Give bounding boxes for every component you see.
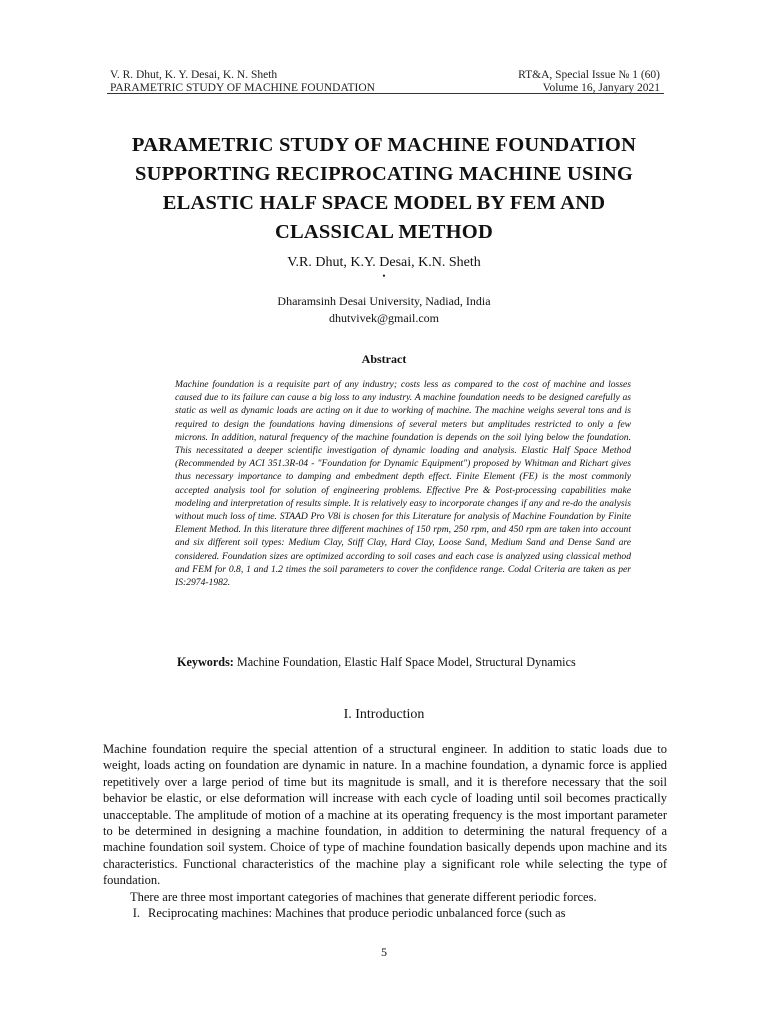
affiliation-block — [0, 293, 768, 327]
list-item-text: Reciprocating machines: Machines that produce periodic unbalanced force (such as — [148, 906, 566, 921]
affiliation: Dharamsinh Desai University, Nadiad, India — [277, 294, 491, 308]
keywords-label: Keywords: — [177, 655, 234, 669]
list-item-number: I. — [132, 906, 140, 921]
author-separator-bullet: • — [382, 271, 386, 281]
abstract-heading: Abstract — [361, 352, 407, 366]
title-line: SUPPORTING RECIPROCATING MACHINE USING — [135, 163, 633, 185]
paragraph: Machine foundation require the special attention of a structural engineer. In addition to static loads due to weight, loads acting on foundation are dynamic in nature. In a machine foundation, a dynamic force is applied repetitively over a large period of time but its magnitude is small, and it is therefore necessary that the soil behavior be elastic, or else deformation will increase with each cycle of loading until soil becomes practically unacceptable. The amplitude of motion of a machine at its operating frequency is the most important parameter to be determined in designing a machine foundation, in addition to determining the natural frequency of a machine foundation soil system. Choice of type of machine foundation basically depends upon machine and its characteristics. Functional characteristics of the machine play a significant role while selecting the type of foundation. — [103, 742, 667, 888]
running-header-title: PARAMETRIC STUDY OF MACHINE FOUNDATION — [110, 82, 375, 94]
abstract-text: Machine foundation is a requisite part of any industry; costs less as compared to the cost of machine and losses caused due to its failure can cause a big loss to any industry. A machine foundation needs to be designed carefully as static as well as dynamic loads are acting on it due to working of machine. The machine weighs several tons and is required to design the foundations having dimensions of several meters but amplitudes restricted to only a few microns. In addition, natural frequency of the machine foundation is depends on the soil lying below the foundation. This necessitated a deeper scientific investigation of dynamic loading and analysis. Elastic Half Space Method (Recommended by ACI 351.3R-04 - "Foundation for Dynamic Equipment") proposed by Whitman and Richart gives thus necessary importance to damping and embedment depth effect. Finite Element (FE) is the most commonly accepted analysis tool for solution of engineering problems. Effective Pre & Post-processing capabilities make modeling and interpretation of results simple. It is relatively easy to incorporate changes if any and re-do the analysis without much loss of time. STAAD Pro V8i is chosen for this Literature for analysis of Machine Foundation by Finite Element Method. In this literature three different machines of 150 rpm, 250 rpm, and 450 rpm are taken into account and six different soil types: Medium Clay, Stiff Clay, Hard Clay, Loose Sand, Medium Sand and Dense Sand are considered. Foundation sizes are optimized according to soil cases and each case is analyzed using classical method and FEM for 0.8, 1 and 1.2 times the soil parameters to cover the confidence range. Codal Criteria are taken as per IS:2974-1982. — [175, 379, 631, 589]
title-line: ELASTIC HALF SPACE MODEL BY FEM AND — [162, 192, 606, 214]
header-rule — [107, 93, 664, 94]
keywords — [177, 655, 768, 670]
title-line: CLASSICAL METHOD — [275, 221, 493, 243]
body-text — [103, 741, 667, 921]
author-list: V.R. Dhut, K.Y. Desai, K.N. Sheth — [287, 255, 481, 270]
paper-title — [80, 131, 688, 247]
running-header-volume: Volume 16, Janyary 2021 — [542, 82, 660, 94]
section-heading: I. Introduction — [343, 707, 425, 722]
running-header-authors: V. R. Dhut, K. Y. Desai, K. N. Sheth — [110, 69, 278, 81]
paragraph: There are three most important categories of machines that generate different periodic forces. — [130, 889, 597, 904]
list-item — [103, 905, 667, 921]
title-line: PARAMETRIC STUDY OF MACHINE FOUNDATION — [131, 134, 637, 156]
page-number: 5 — [381, 945, 387, 959]
email: dhutvivek@gmail.com — [328, 311, 440, 325]
running-header-journal: RT&A, Special Issue № 1 (60) — [518, 69, 660, 81]
keywords-text: Machine Foundation, Elastic Half Space Model, Structural Dynamics — [233, 655, 576, 669]
